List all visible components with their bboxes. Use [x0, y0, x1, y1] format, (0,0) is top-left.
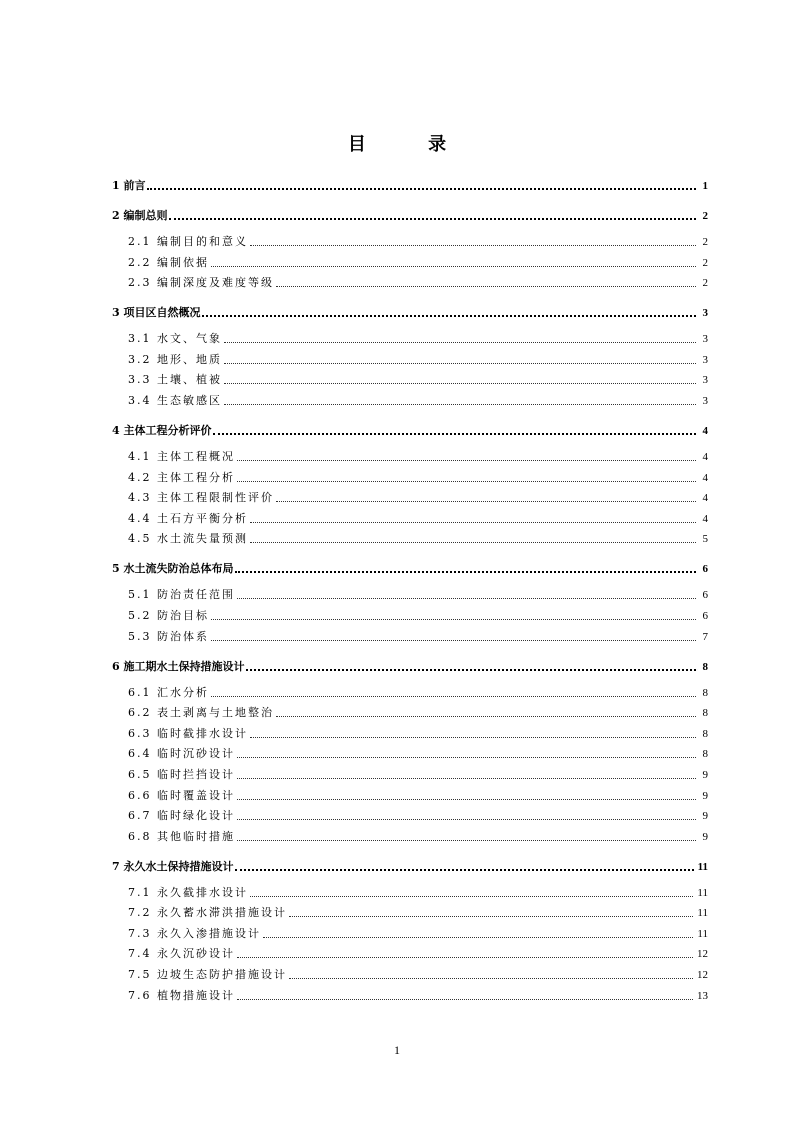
toc-entry-page: 6	[702, 609, 708, 622]
toc-entry-title: 4.4 土石方平衡分析	[128, 511, 248, 525]
toc-dot-leader	[246, 669, 696, 671]
toc-dot-leader	[211, 696, 696, 697]
toc-dot-leader	[250, 522, 696, 523]
page-number: 1	[394, 1043, 400, 1057]
toc-entry-page: 4	[702, 424, 708, 437]
toc-entry-page: 2	[702, 210, 708, 222]
toc-entry-page: 9	[702, 789, 708, 802]
toc-section-entry[interactable]	[112, 235, 708, 249]
toc-section-entry[interactable]	[112, 373, 708, 387]
toc-entry-page: 2	[702, 256, 708, 269]
toc-dot-leader	[147, 188, 696, 190]
toc-entry-page: 4	[702, 492, 708, 505]
toc-chapter-entry[interactable]	[112, 858, 708, 874]
toc-dot-leader	[289, 916, 693, 917]
toc-entry-page: 9	[702, 810, 708, 823]
toc-section-entry[interactable]	[112, 471, 708, 485]
toc-entry-title: 7.1 永久截排水设计	[128, 885, 248, 899]
toc-section-entry[interactable]	[112, 332, 708, 346]
toc-entry-title: 5.1 防治责任范围	[128, 588, 235, 602]
toc-dot-leader	[235, 869, 693, 871]
toc-chapter-entry[interactable]	[112, 560, 708, 576]
toc-entry-page: 11	[697, 860, 708, 873]
toc-dot-leader	[235, 571, 696, 573]
toc-entry-page: 3	[702, 333, 708, 346]
toc-dot-leader	[213, 433, 696, 435]
toc-entry-title: 7.6 植物措施设计	[128, 988, 235, 1002]
toc-section-entry[interactable]	[112, 927, 708, 941]
toc-entry-page: 4	[702, 512, 708, 525]
page-title: 目 录	[347, 134, 475, 155]
toc-entry-page: 12	[697, 969, 708, 982]
toc-entry-page: 3	[702, 394, 708, 407]
toc-dot-leader	[276, 501, 696, 502]
toc-section-entry[interactable]	[112, 947, 708, 961]
toc-entry-page: 6	[702, 563, 708, 576]
toc-dot-leader	[224, 342, 696, 343]
toc-entry-title: 6.1 汇水分析	[128, 685, 209, 699]
toc-entry-title: 5 水土流失防治总体布局	[112, 562, 234, 576]
toc-chapter-entry[interactable]	[112, 304, 708, 320]
toc-entry-page: 8	[702, 707, 708, 720]
toc-section-entry[interactable]	[112, 886, 708, 900]
toc-entry-title: 3 项目区自然概况	[112, 306, 201, 320]
toc-entry-page: 11	[697, 886, 708, 899]
toc-section-entry[interactable]	[112, 450, 708, 464]
toc-entry-page: 3	[702, 307, 708, 320]
toc-dot-leader	[237, 778, 696, 779]
toc-section-entry[interactable]	[112, 789, 708, 803]
toc-section-entry[interactable]	[112, 353, 708, 367]
toc-entry-title: 4.2 主体工程分析	[128, 470, 235, 484]
toc-dot-leader	[276, 286, 696, 287]
toc-entry-page: 3	[702, 353, 708, 366]
toc-entry-title: 3.4 生态敏感区	[128, 393, 222, 407]
toc-section-entry[interactable]	[112, 686, 708, 700]
toc-entry-title: 4.5 水土流失量预测	[128, 532, 248, 546]
toc-dot-leader	[237, 799, 696, 800]
toc-dot-leader	[276, 716, 696, 717]
toc-entry-page: 11	[697, 927, 708, 940]
toc-dot-leader	[224, 404, 696, 405]
toc-entry-title: 4.3 主体工程限制性评价	[128, 491, 274, 505]
toc-section-entry[interactable]	[112, 609, 708, 623]
toc-entry-title: 6.7 临时绿化设计	[128, 809, 235, 823]
toc-dot-leader	[289, 978, 693, 979]
toc-entry-title: 2 编制总则	[112, 209, 168, 222]
toc-dot-leader	[211, 640, 696, 641]
toc-section-entry[interactable]	[112, 989, 708, 1003]
toc-section-entry[interactable]	[112, 747, 708, 761]
toc-dot-leader	[211, 266, 696, 267]
toc-entry-page: 3	[702, 374, 708, 387]
toc-entry-page: 2	[702, 277, 708, 290]
table-of-contents	[112, 177, 708, 1003]
toc-dot-leader	[224, 363, 696, 364]
toc-dot-leader	[263, 937, 693, 938]
toc-entry-title: 6.3 临时截排水设计	[128, 726, 248, 740]
toc-entry-title: 6.5 临时拦挡设计	[128, 767, 235, 781]
toc-entry-page: 8	[702, 727, 708, 740]
toc-dot-leader	[237, 481, 696, 482]
toc-section-entry[interactable]	[112, 256, 708, 270]
toc-section-entry[interactable]	[112, 394, 708, 408]
toc-dot-leader	[224, 383, 696, 384]
toc-dot-leader	[237, 819, 696, 820]
toc-chapter-entry[interactable]	[112, 177, 708, 193]
toc-section-entry[interactable]	[112, 768, 708, 782]
toc-entry-title: 3.2 地形、地质	[128, 352, 222, 366]
toc-dot-leader	[250, 542, 696, 543]
toc-entry-title: 5.3 防治体系	[128, 629, 209, 643]
toc-entry-page: 12	[697, 948, 708, 961]
toc-entry-page: 2	[702, 236, 708, 248]
toc-entry-page: 8	[702, 660, 708, 673]
toc-section-entry[interactable]	[112, 906, 708, 920]
toc-section-entry[interactable]	[112, 588, 708, 602]
toc-entry-title: 7.2 永久蓄水滞洪措施设计	[128, 906, 287, 920]
toc-entry-title: 5.2 防治目标	[128, 608, 209, 622]
toc-entry-page: 8	[702, 686, 708, 699]
toc-entry-title: 4.1 主体工程概况	[128, 449, 235, 463]
toc-dot-leader	[202, 315, 696, 317]
toc-entry-title: 6.6 临时覆盖设计	[128, 788, 235, 802]
toc-section-entry[interactable]	[112, 968, 708, 982]
toc-dot-leader	[237, 999, 693, 1000]
toc-entry-page: 9	[702, 768, 708, 781]
toc-dot-leader	[211, 619, 696, 620]
toc-section-entry[interactable]	[112, 727, 708, 741]
toc-dot-leader	[237, 957, 693, 958]
toc-section-entry[interactable]	[112, 276, 708, 290]
toc-dot-leader	[250, 245, 696, 246]
toc-entry-title: 7 永久水土保持措施设计	[112, 859, 234, 873]
toc-section-entry[interactable]	[112, 491, 708, 505]
toc-section-entry[interactable]	[112, 830, 708, 844]
toc-entry-page: 7	[702, 630, 708, 643]
toc-entry-page: 5	[702, 533, 708, 546]
toc-entry-title: 2.3 编制深度及难度等级	[128, 276, 274, 290]
toc-dot-leader	[169, 218, 696, 220]
toc-entry-title: 6.2 表土剥离与土地整治	[128, 706, 274, 720]
toc-dot-leader	[237, 840, 696, 841]
toc-entry-title: 3.3 土壤、植被	[128, 373, 222, 387]
toc-dot-leader	[237, 460, 696, 461]
toc-dot-leader	[237, 598, 696, 599]
toc-entry-title: 1 前言	[112, 179, 146, 192]
toc-entry-page: 11	[697, 907, 708, 920]
toc-entry-page: 1	[702, 180, 708, 192]
toc-entry-title: 6.4 临时沉砂设计	[128, 747, 235, 761]
toc-chapter-entry[interactable]	[112, 422, 708, 438]
toc-entry-title: 2.1 编制目的和意义	[128, 235, 248, 248]
toc-chapter-entry[interactable]	[112, 658, 708, 674]
toc-entry-title: 7.3 永久入渗措施设计	[128, 926, 261, 940]
toc-chapter-entry[interactable]	[112, 207, 708, 223]
toc-entry-title: 7.5 边坡生态防护措施设计	[128, 968, 287, 982]
toc-section-entry[interactable]	[112, 809, 708, 823]
toc-entry-page: 13	[697, 989, 708, 1002]
toc-section-entry[interactable]	[112, 532, 708, 546]
toc-entry-page: 8	[702, 748, 708, 761]
toc-entry-title: 6 施工期水土保持措施设计	[112, 659, 245, 673]
toc-entry-title: 7.4 永久沉砂设计	[128, 947, 235, 961]
toc-dot-leader	[250, 737, 696, 738]
toc-entry-title: 4 主体工程分析评价	[112, 423, 212, 437]
toc-entry-page: 4	[702, 471, 708, 484]
toc-entry-page: 6	[702, 589, 708, 602]
toc-entry-page: 9	[702, 830, 708, 843]
toc-section-entry[interactable]	[112, 706, 708, 720]
toc-entry-title: 6.8 其他临时措施	[128, 829, 235, 843]
toc-section-entry[interactable]	[112, 512, 708, 526]
toc-dot-leader	[250, 896, 693, 897]
toc-entry-title: 2.2 编制依据	[128, 255, 209, 269]
toc-dot-leader	[237, 757, 696, 758]
toc-entry-page: 4	[702, 450, 708, 463]
toc-section-entry[interactable]	[112, 630, 708, 644]
toc-entry-title: 3.1 水文、气象	[128, 332, 222, 346]
